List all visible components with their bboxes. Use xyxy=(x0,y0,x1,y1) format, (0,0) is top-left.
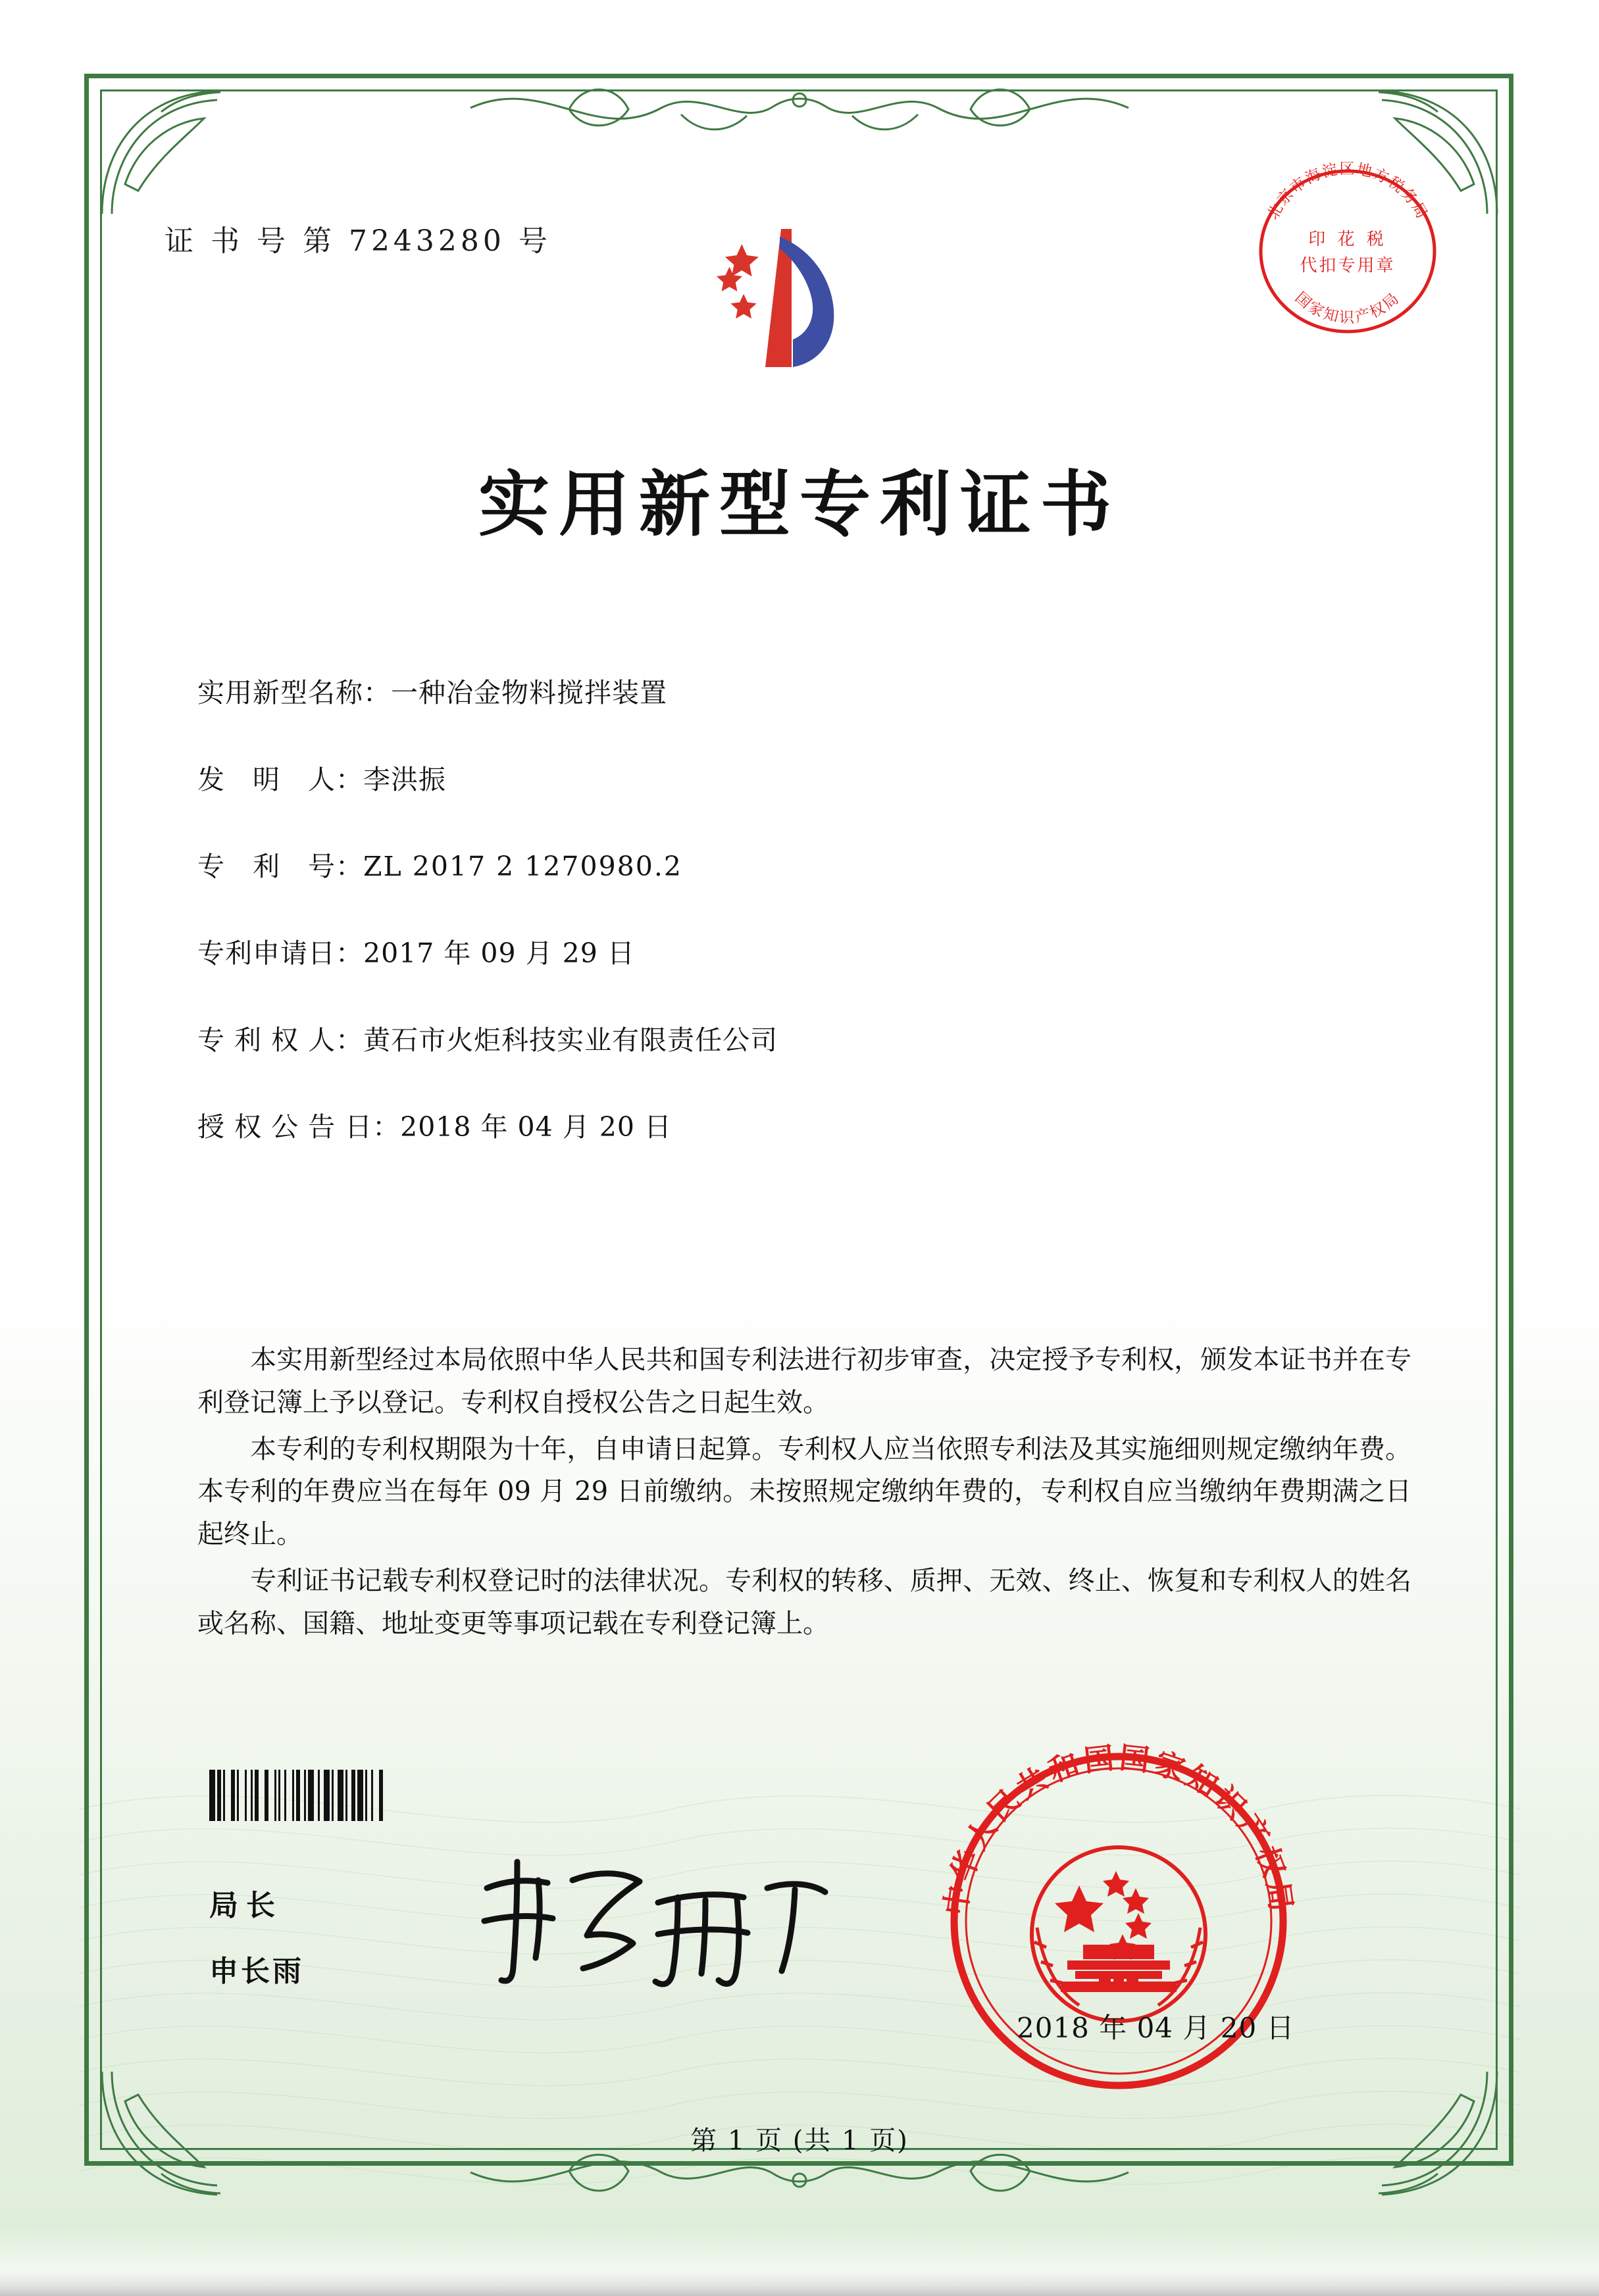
tax-stamp-arc-top: 北京市海淀区地方税务局 xyxy=(1264,161,1431,223)
barcode-bar xyxy=(225,1770,231,1821)
page-footer: 第 1 页 (共 1 页) xyxy=(690,2126,909,2156)
field-application-date xyxy=(197,932,1421,970)
barcode-bar xyxy=(357,1770,363,1821)
barcode-bar xyxy=(286,1770,292,1821)
field-inventor-label: 发 明 人： xyxy=(197,764,363,795)
signature-title: 局长 xyxy=(209,1889,283,1922)
barcode-bar xyxy=(239,1770,245,1821)
cnipa-logo-icon xyxy=(681,217,878,388)
official-seal-arc-text: 中华人民共和国国家知识产权局 xyxy=(938,1739,1300,1918)
page-title: 实用新型专利证书 xyxy=(478,463,1121,546)
field-announcement-date-label: 授 权 公 告 日： xyxy=(197,1111,401,1143)
barcode-bar xyxy=(373,1770,379,1821)
official-seal-date: 2018 年 04 月 20 日 xyxy=(1017,2012,1295,2044)
barcode-bar xyxy=(308,1770,314,1821)
field-patent-number-label: 专 利 号： xyxy=(197,851,363,882)
patent-barcode xyxy=(209,1770,630,1821)
field-invention-name xyxy=(197,671,1421,710)
handwritten-signature-icon xyxy=(461,1842,842,2000)
field-announcement-date xyxy=(197,1105,1421,1144)
barcode-bar xyxy=(324,1770,330,1821)
certificate-fields xyxy=(197,671,1421,1192)
field-patentee-value: 黄石市火炬科技实业有限责任公司 xyxy=(363,1024,778,1056)
signature-block xyxy=(209,1882,304,1989)
field-patentee-label: 专 利 权 人： xyxy=(197,1024,364,1056)
barcode-bar xyxy=(383,1770,385,1821)
field-inventor-value: 李洪振 xyxy=(363,764,446,795)
legal-paragraph-2: 本专利的专利权期限为十年，自申请日起算。专利权人应当依照专利法及其实施细则规定缴纳年费。本专利的年费应当在每年 09 月 29 日前缴纳。未按照规定缴纳年费的，专利权自应当缴纳年费期满之日起终止。 xyxy=(197,1434,1411,1550)
field-announcement-date-value: 2018 年 04 月 20 日 xyxy=(400,1111,672,1143)
certificate-number: 证 书 号 第 7243280 号 xyxy=(165,224,551,258)
field-patent-number xyxy=(197,845,1421,884)
barcode-bar xyxy=(338,1770,343,1821)
field-application-date-value: 2017 年 09 月 29 日 xyxy=(363,937,635,969)
field-application-date-label: 专利申请日： xyxy=(197,937,363,969)
field-inventor xyxy=(197,758,1421,797)
svg-text:国家知识产权局 xyxy=(1292,289,1404,326)
tax-stamp-line2: 代扣专用章 xyxy=(1300,256,1396,276)
barcode-bar xyxy=(268,1770,274,1821)
tax-stamp-seal xyxy=(1249,153,1446,350)
field-invention-name-label: 实用新型名称： xyxy=(197,677,391,709)
field-patent-number-value: ZL 2017 2 1270980.2 xyxy=(363,851,682,882)
svg-text:北京市海淀区地方税务局 xyxy=(1265,161,1431,222)
barcode-bar xyxy=(259,1770,265,1821)
legal-paragraph-3: 专利证书记载专利权登记时的法律状况。专利权的转移、质押、无效、终止、恢复和专利权人的姓名或名称、国籍、地址变更等事项记载在专利登记簿上。 xyxy=(197,1565,1411,1639)
barcode-bar xyxy=(209,1770,215,1821)
signature-name: 申长雨 xyxy=(209,1955,304,1988)
legal-paragraph-1: 本实用新型经过本局依照中华人民共和国专利法进行初步审查，决定授予专利权，颁发本证书并在专利登记簿上予以登记。专利权自授权公告之日起生效。 xyxy=(197,1345,1411,1418)
official-seal-stamp xyxy=(934,1737,1303,2105)
tax-stamp-arc-bottom: 国家知识产权局 xyxy=(1291,289,1404,327)
field-patentee xyxy=(197,1018,1421,1057)
tax-stamp-line1: 印 花 税 xyxy=(1308,230,1387,249)
legal-text-block xyxy=(197,1339,1411,1649)
page-edge-shadow xyxy=(0,2270,1599,2296)
field-invention-name-value: 一种冶金物料搅拌装置 xyxy=(391,677,667,709)
